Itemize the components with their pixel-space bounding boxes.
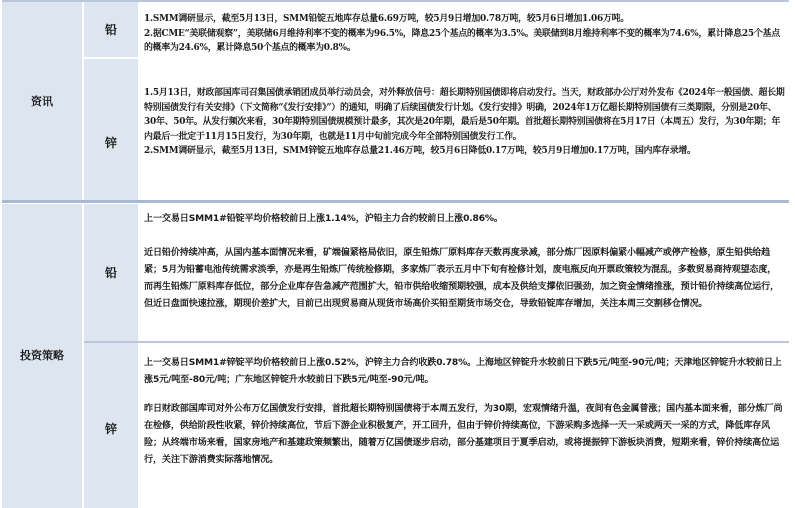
- news-zinc-item-2: 2.SMM调研显示，截至5月13日，SMM锌锭五地库存总量21.46万吨，较5月6日降低0.17万吨，较5月9日增加0.17万吨，国内库存录增。: [144, 146, 696, 157]
- strategy-lead-analysis: 近日铅价持续冲高，从国内基本面情况来看，矿端偏紧格局依旧，原生铅炼厂原料库存天数再度录减，部分炼厂因原料偏紧小幅减产或停产检修，原生铅供给趋紧；5月为铅蓄电池传统需求淡季，亦是再生铅炼厂传统检修期，多家炼厂表示五月中下旬有检修计划，废电瓶反向开票政策较为混乱，多数贸易商持观望态度，而再生铅炼厂原料库存低位，部分企业库存告急减产范围扩大，铅市供给收缩预期较强，成本及供给支撑依旧强劲，加之资金情绪推涨，预计铅价持续高位运行，但近日盘面快速拉涨，期现价差扩大，目前已出现贸易商从现货市场高价买铅至期货市场交仓，导致铅锭库存增加，关注本周三交割移仓情况。: [144, 248, 780, 309]
- news-lead-item-1: 1.SMM调研显示，截至5月13日，SMM铅锭五地库存总量6.69万吨，较5月9日增加0.78万吨，较5月6日增加1.06万吨。: [144, 14, 630, 24]
- strategy-lead-price-summary: 上一交易日SMM1#铅锭平均价格较前日上涨1.14%，沪铅主力合约较前日上涨0.86%。: [144, 214, 503, 224]
- news-zinc-item-1: 1.5月13日，财政部国库司召集国债承销团成员举行动员会，对外释放信号：超长期特别国债即将启动发行。当天，财政部办公厅对外发布《2024年一般国债、超长期特别国债发行有关安排》（下文简称“《发行安排》”）的通知，明确了后续国债发行计划。《发行安排》明确，2024年1万亿超长期特别国债有三类期限，分别是20年、30年、50年。从发行频次来看，30年期特别国债规模预计最多，其次是20年期，最后是50年期。首批超长期特别国债将在5月17日（本周五）发行，为30年期；年内最后一批定于11月15日发行，为30年期，也就是11月中旬前完成今年全部特别国债发行工作。: [144, 88, 785, 142]
- metal-label-zinc-strategy: 锌: [84, 343, 138, 508]
- strategy-zinc-analysis: 昨日财政部国库司对外公布万亿国债发行安排，首批超长期特别国债将于本周五发行，为30期，宏观情绪升温，夜间有色金属普涨；国内基本面来看，部分炼厂尚在检修，供给阶段性收紧，锌价持续高位，节后下游企业积极复产，开工回升，但由于锌价持续高位，下游采购多选择一天一采或两天一采的方式，降低库存风险；从终端市场来看，国家房地产和基建政策频繁出，随着万亿国债逐步启动，部分基建项目于夏季启动，或将提振锌下游板块消费，短期来看，锌价持续高位运行，关注下游消费实际落地情况。: [144, 404, 783, 465]
- metal-label-lead-strategy: 铅: [84, 204, 138, 341]
- news-lead-content: [140, 2, 789, 57]
- category-news-label: 资讯: [31, 95, 53, 108]
- research-table: [2, 0, 789, 508]
- category-news: [2, 2, 82, 200]
- section-divider: [2, 200, 789, 203]
- strategy-zinc-content: [140, 343, 789, 508]
- category-strategy-label: 投资策略: [20, 349, 64, 362]
- category-strategy: [2, 204, 82, 508]
- news-lead-item-2: 2.据CME“美联储观察”，美联储6月维持利率不变的概率为96.5%，降息25个基点的概率为3.5%。美联储到8月维持利率不变的概率为74.6%，累计降息25个基点的概率为24.6%，累计降息50个基点的概率为0.8%。: [144, 28, 780, 54]
- strategy-lead-content: [140, 204, 789, 341]
- strategy-zinc-price-summary: 上一交易日SMM1#锌锭平均价格较前日上涨0.52%，沪锌主力合约收跌0.78%。上海地区锌锭升水较前日下跌5元/吨至-90元/吨；天津地区锌锭升水较前日上涨5元/吨至-80元/吨；广东地区锌锭升水较前日下跌5元/吨至-90元/吨。: [144, 358, 782, 385]
- news-zinc-content: [140, 59, 789, 200]
- metal-label-lead-news: 铅: [84, 2, 138, 57]
- metal-label-zinc-news: 锌: [84, 59, 138, 200]
